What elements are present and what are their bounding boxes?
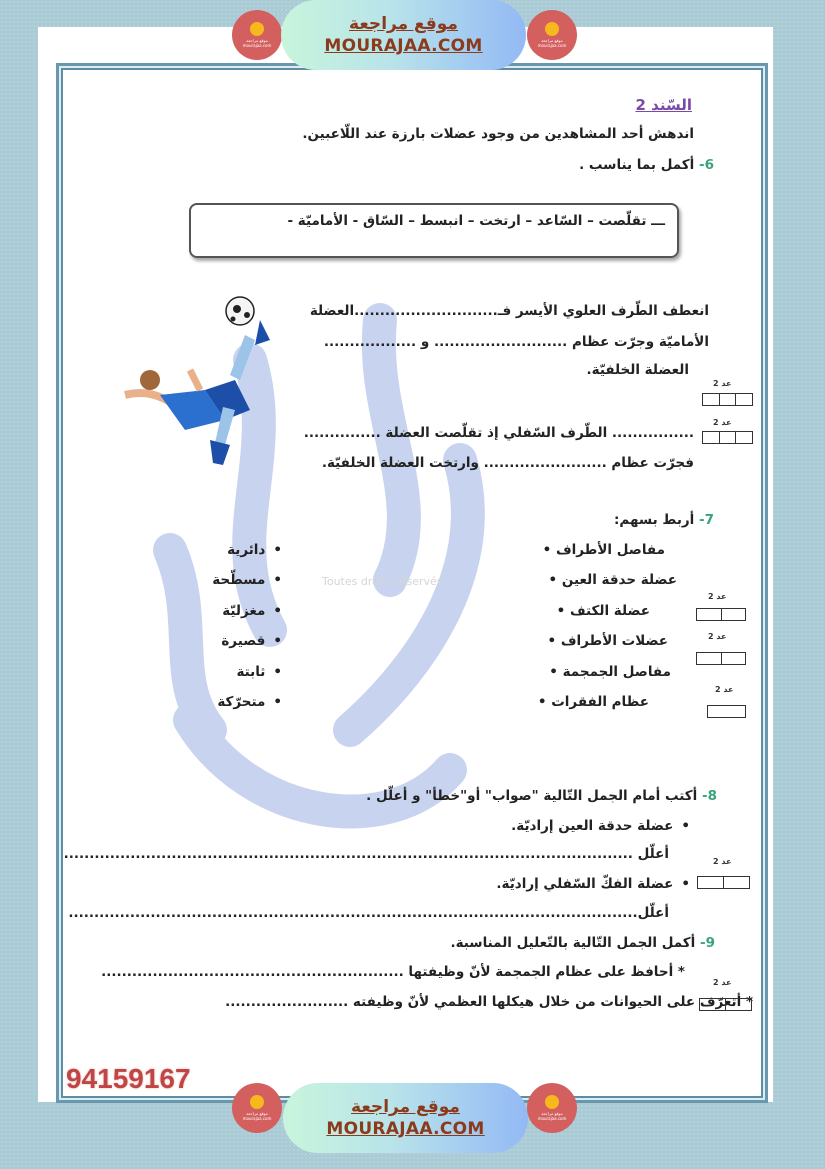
q9-item-2[interactable]: * أتعرّف على الحيوانات من خلال هيكلها العظمي لأنّ وظيفته ........................ (225, 994, 753, 1010)
score-label: عد 2 (715, 685, 734, 694)
site-logo-left[interactable]: موقع مراجعة mourajaa.com (232, 10, 282, 60)
score-grid[interactable] (702, 431, 753, 444)
site-name-arabic[interactable]: موقع مراجعة (349, 14, 458, 34)
site-name-latin[interactable]: MOURAJAA.COM (324, 36, 483, 56)
site-logo-right[interactable]: موقع مراجعة mourajaa.com (527, 10, 577, 60)
q6-para1-line3: العضلة الخلفيّة. (586, 362, 689, 378)
word-bank-text: ـــ تقلّصت – السّاعد – ارتخت – انبسط – السّاق - الأماميّة - (287, 213, 665, 229)
intro-text: اندهش أحد المشاهدين من وجود عضلات بارزة عند اللّاعبين. (302, 126, 694, 142)
score-grid[interactable] (707, 705, 746, 718)
football-player-illustration (105, 295, 275, 470)
q7-left-item[interactable]: عظام الفقرات • (537, 694, 649, 710)
site-banner-bottom[interactable] (283, 1083, 528, 1153)
site-name-latin[interactable]: MOURAJAA.COM (326, 1119, 485, 1139)
q6-para1-line2[interactable]: الأماميّة وجرّت عظام .......................... و .................. (323, 334, 709, 350)
q8-justify-1[interactable]: أعلّل ............................................................................................................... (63, 846, 669, 862)
q7-right-item[interactable]: • قصيرة (221, 633, 282, 649)
q8-statement-2: • عضلة الفكّ السّفلي إراديّة. (496, 876, 690, 892)
q7-left-item[interactable]: عضلة حدقة العين • (548, 572, 677, 588)
site-name-arabic[interactable]: موقع مراجعة (351, 1097, 460, 1117)
site-banner-top[interactable] (281, 0, 526, 70)
book-icon (250, 22, 264, 36)
q7-left-item[interactable]: مفاصل الأطراف • (542, 542, 665, 558)
word-bank-box (189, 203, 679, 258)
site-logo-left-footer[interactable]: موقع مراجعة mourajaa.com (232, 1083, 282, 1133)
q9-heading: 9- أكمل الجمل التّالية بالتّعليل المناسبة. (450, 935, 715, 951)
score-label: عد 2 (708, 592, 727, 601)
q7-left-item[interactable]: عضلة الكتف • (556, 603, 650, 619)
book-icon (250, 1095, 264, 1109)
score-grid[interactable] (702, 393, 753, 406)
q8-statement-1: • عضلة حدقة العين إراديّة. (511, 818, 690, 834)
score-label: عد 2 (713, 857, 732, 866)
book-icon (545, 1095, 559, 1109)
q7-right-item[interactable]: • دائرية (227, 542, 282, 558)
phone-number: 94159167 (66, 1063, 191, 1094)
q7-right-item[interactable]: • مغزليّة (222, 603, 282, 619)
score-grid[interactable] (696, 608, 746, 621)
score-grid[interactable] (699, 998, 752, 1011)
q9-item-1[interactable]: * أحافظ على عظام الجمجمة لأنّ وظيفتها ........................................................... (101, 964, 685, 980)
score-label: عد 2 (708, 632, 727, 641)
score-label: عد 2 (713, 418, 732, 427)
q7-heading: 7- أربط بسهم: (613, 512, 714, 528)
book-icon (545, 22, 559, 36)
q8-justify-2[interactable]: أعلّل............................................................................................................... (68, 905, 669, 921)
q6-heading: 6- أكمل بما يناسب . (579, 157, 714, 173)
q8-heading: 8- أكتب أمام الجمل التّالية "صواب" أو"خطأ" و أعلّل . (366, 788, 717, 804)
score-grid[interactable] (696, 652, 746, 665)
section-title: السّند 2 (635, 96, 692, 114)
site-logo-right-footer[interactable]: موقع مراجعة mourajaa.com (527, 1083, 577, 1133)
q7-left-item[interactable]: مفاصل الجمجمة • (549, 664, 671, 680)
score-label: عد 2 (713, 978, 732, 987)
q6-para2-line2[interactable]: فجرّت عظام ........................ وارتخت العضلة الخلفيّة. (321, 455, 694, 471)
score-label: عد 2 (713, 379, 732, 388)
score-grid[interactable] (697, 876, 750, 889)
faint-rights-text: Toutes droits réservés (322, 575, 443, 588)
q6-para1-line1[interactable]: انعطف الطّرف العلوي الأيسر فـ............................العضلة (309, 303, 709, 319)
q7-right-item[interactable]: • مسطّحة (212, 572, 282, 588)
q7-right-item[interactable]: • ثابتة (236, 664, 282, 680)
q7-left-item[interactable]: عضلات الأطراف • (547, 633, 668, 649)
q7-right-item[interactable]: • متحرّكة (217, 694, 282, 710)
q6-para2-line1[interactable]: ................ الطّرف السّفلي إذ تقلّصت العضلة ............... (303, 425, 694, 441)
